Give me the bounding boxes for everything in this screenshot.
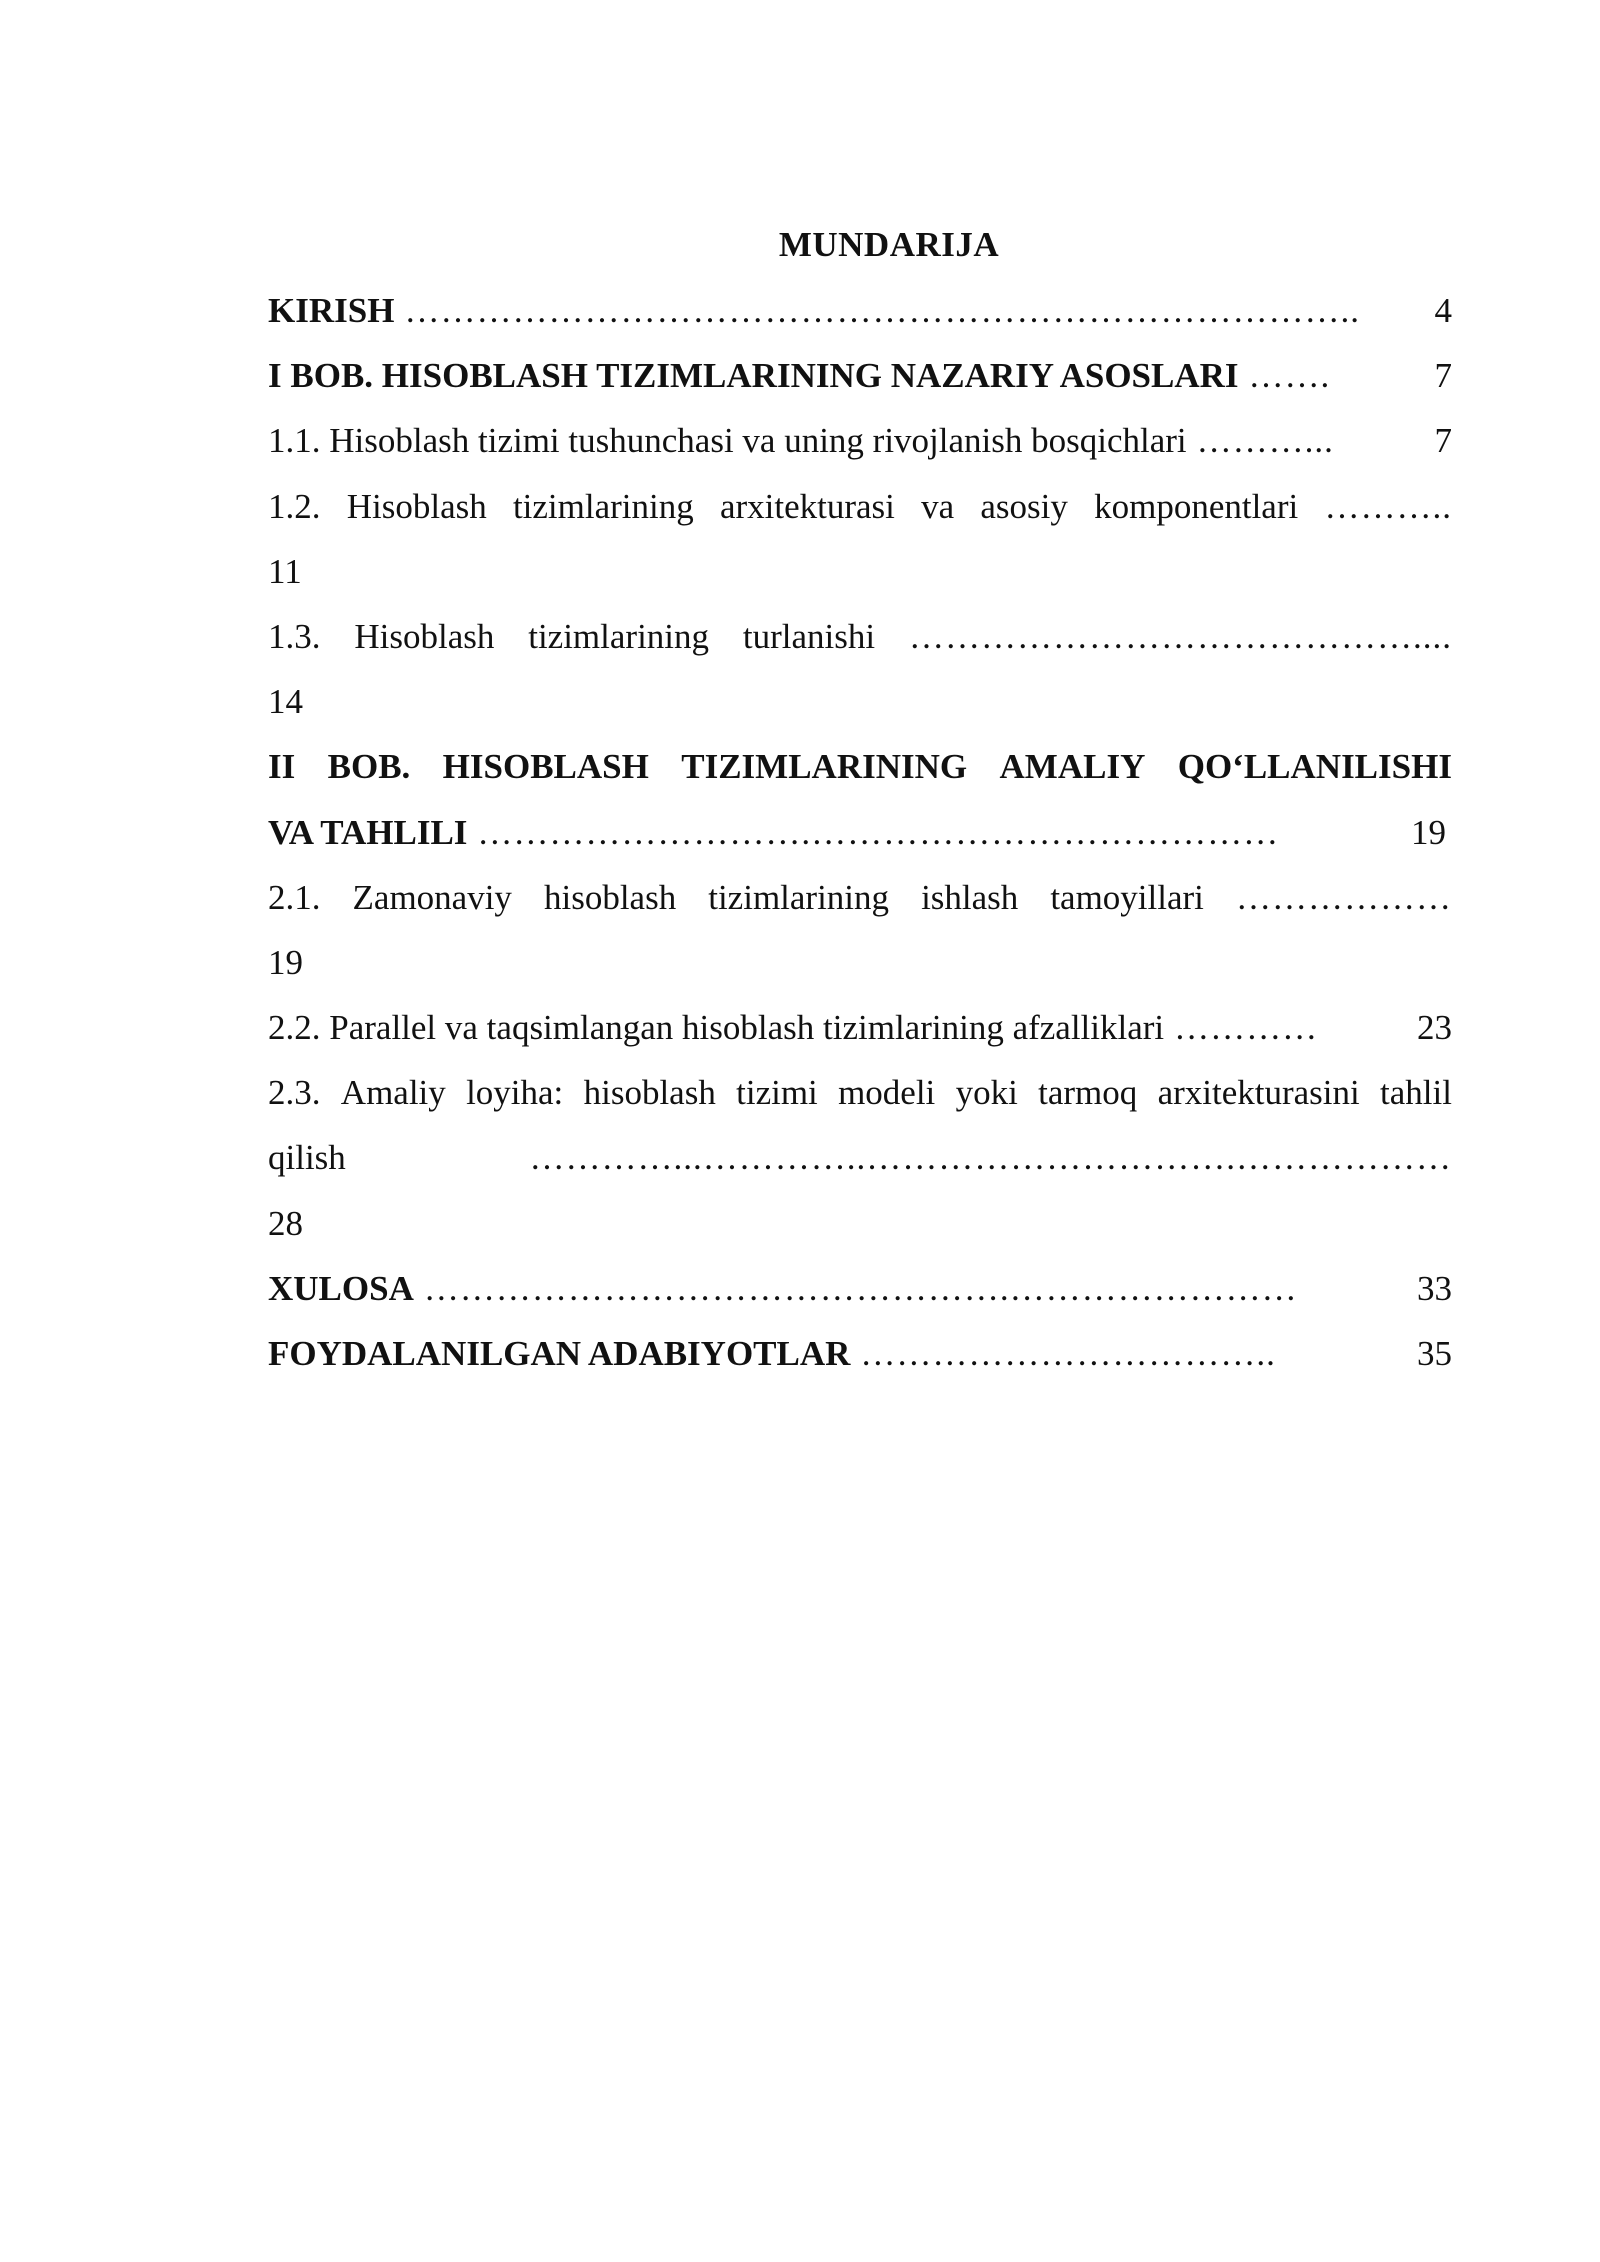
toc-page-number-wrapped: 19 <box>268 942 303 982</box>
toc-leader-dots: …………...…………..………………………….……………… <box>529 1138 1452 1178</box>
toc-entry-label: KIRISH <box>268 291 395 330</box>
toc-entry-label: 1.1. Hisoblash tizimi tushunchasi va uning rivojlanish bosqichlari <box>268 421 1187 461</box>
toc-word: loyiha: <box>466 1073 564 1113</box>
toc-word: tizimlarining <box>708 877 890 917</box>
toc-word: komponentlari <box>1094 486 1299 526</box>
toc-word: BOB. <box>327 747 411 787</box>
toc-word: hisoblash <box>543 877 677 917</box>
toc-leader-dots: ……. <box>1248 356 1331 396</box>
toc-word: arxitekturasi <box>719 486 895 526</box>
toc-entry-label: 2.2. Parallel va taqsimlangan hisoblash tizimlarining afzalliklari <box>268 1008 1165 1048</box>
toc-leader-dots: ……………… <box>1235 877 1452 917</box>
toc-entry-section-2-3[interactable] <box>268 1060 1452 1125</box>
toc-word: va <box>921 486 955 526</box>
toc-page-number: 35 <box>1417 1334 1452 1373</box>
toc-word: II <box>268 747 296 787</box>
table-of-contents <box>268 212 1452 1386</box>
toc-word: Zamonaviy <box>352 877 512 917</box>
toc-entry-chapter-2-cont[interactable] <box>268 800 1452 865</box>
toc-word: asosiy <box>980 486 1068 526</box>
toc-word: tizimlarining <box>528 616 710 656</box>
toc-page-number-wrapped: 11 <box>268 551 302 591</box>
toc-word: ishlash <box>921 877 1019 917</box>
toc-word: 1.2. <box>268 486 321 526</box>
toc-word: AMALIY <box>999 747 1146 787</box>
toc-word: arxitekturasini <box>1157 1073 1360 1113</box>
toc-entry-kirish[interactable] <box>268 278 1452 343</box>
toc-page-number: 7 <box>1434 356 1452 396</box>
toc-word: Hisoblash <box>354 616 495 656</box>
toc-word: yoki <box>955 1073 1018 1113</box>
toc-page-number: 7 <box>1434 421 1452 461</box>
toc-page-number-wrapped: 28 <box>268 1203 303 1243</box>
toc-word: modeli <box>838 1073 936 1113</box>
toc-word: turlanishi <box>742 616 876 656</box>
toc-word: 2.3. <box>268 1073 321 1113</box>
toc-entry-label: XULOSA <box>268 1268 414 1308</box>
toc-leader-dots: …………………………….. <box>860 1334 1276 1373</box>
toc-leader-dots: ……….. <box>1324 486 1452 526</box>
toc-word: tarmoq <box>1038 1073 1138 1113</box>
toc-page-number: 23 <box>1417 1008 1452 1048</box>
toc-entry-section-2-2[interactable] <box>268 995 1452 1060</box>
toc-page-number: 33 <box>1417 1268 1452 1308</box>
toc-leader-dots: …………………………………………………………………….. <box>404 291 1360 330</box>
toc-title: MUNDARIJA <box>778 225 1000 264</box>
toc-word: Hisoblash <box>346 486 487 526</box>
toc-entry-xulosa[interactable] <box>268 1256 1452 1321</box>
toc-word: TIZIMLARINING <box>681 747 968 787</box>
toc-page-number: 4 <box>1434 291 1452 330</box>
toc-word: Amaliy <box>340 1073 446 1113</box>
toc-word: tahlil <box>1380 1073 1452 1113</box>
toc-entry-label: VA TAHLILI <box>268 812 468 852</box>
toc-word: QO‘LLANILISHI <box>1177 747 1452 787</box>
toc-entry-label: I BOB. HISOBLASH TIZIMLARINING NAZARIY ASOSLARI <box>268 356 1239 396</box>
toc-word: qilish <box>268 1138 346 1178</box>
toc-entry-section-1-3[interactable] <box>268 604 1452 669</box>
toc-word: tizimi <box>736 1073 818 1113</box>
toc-entry-chapter-1[interactable] <box>268 343 1452 408</box>
toc-leader-dots: ………………………………………….…………………… <box>423 1268 1298 1308</box>
toc-entry-label: FOYDALANILGAN ADABIYOTLAR <box>268 1334 851 1373</box>
toc-leader-dots: …………………………………….... <box>908 616 1452 656</box>
toc-entry-section-2-1[interactable] <box>268 865 1452 930</box>
toc-leader-dots: ………... <box>1196 421 1334 461</box>
toc-word: 1.3. <box>268 616 321 656</box>
toc-page-number-wrapped: 14 <box>268 682 303 722</box>
toc-leader-dots: ……………………….………………………………… <box>477 812 1280 852</box>
toc-entry-chapter-2[interactable] <box>268 734 1452 799</box>
toc-page-number: 19 <box>1411 812 1446 852</box>
toc-word: tizimlarining <box>512 486 694 526</box>
toc-entry-section-1-2[interactable] <box>268 474 1452 539</box>
toc-word: tamoyillari <box>1050 877 1204 917</box>
toc-leader-dots: ………… <box>1174 1008 1319 1048</box>
toc-entry-section-2-3-cont[interactable] <box>268 1125 1452 1190</box>
toc-word: 2.1. <box>268 877 321 917</box>
toc-word: hisoblash <box>583 1073 716 1113</box>
toc-entry-adabiyotlar[interactable] <box>268 1321 1452 1386</box>
toc-entry-section-1-1[interactable] <box>268 408 1452 473</box>
toc-word: HISOBLASH <box>442 747 649 787</box>
